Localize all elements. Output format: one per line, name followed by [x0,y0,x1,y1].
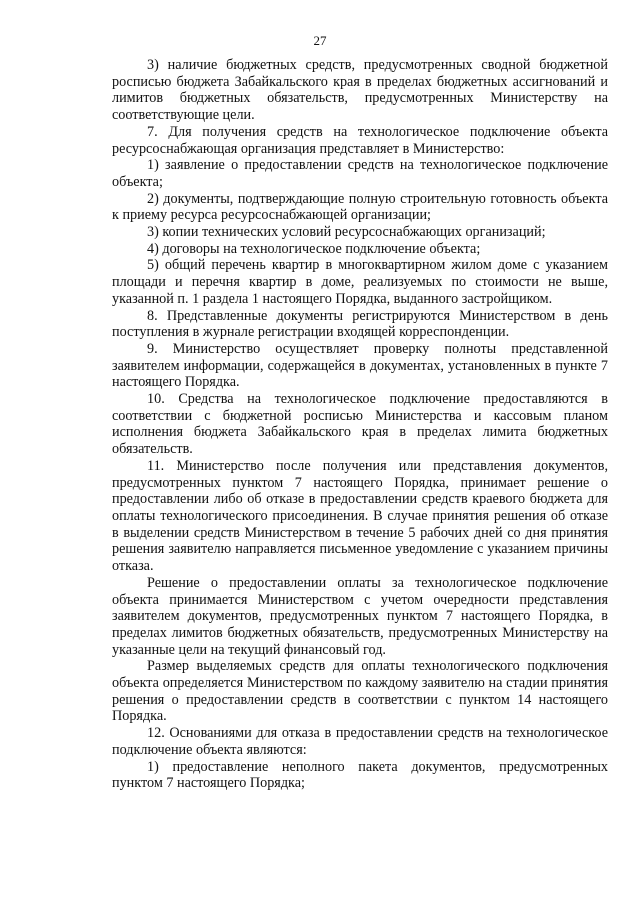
document-body [112,57,608,792]
paragraph-item-7-5: 5) общий перечень квартир в многоквартирном жилом доме с указанием площади и перечня квартир в доме, реализуемых по стоимости не выше, указанной п. 1 раздела 1 настоящего Порядка, выданного застройщиком. [112,257,608,307]
paragraph-item-7: 7. Для получения средств на технологическое подключение объекта ресурсоснабжающая организация представляет в Министерство: [112,123,608,157]
paragraph-item-12-1: 1) предоставление неполного пакета документов, предусмотренных пунктом 7 настоящего Порядка; [112,758,608,792]
paragraph-budget-availability: 3) наличие бюджетных средств, предусмотренных сводной бюджетной росписью бюджета Забайкальского края в пределах бюджетных ассигнований и лимитов бюджетных обязательств, предусмотренных Министерству на соответствующие цели. [112,57,608,124]
paragraph-item-7-1: 1) заявление о предоставлении средств на технологическое подключение объекта; [112,157,608,190]
paragraph-item-7-2: 2) документы, подтверждающие полную строительную готовность объекта к приему ресурса ресурсоснабжающей организации; [112,190,608,224]
paragraph-item-7-3: 3) копии технических условий ресурсоснабжающих организаций; [147,224,546,241]
paragraph-item-11: 11. Министерство после получения или представления документов, предусмотренных пунктом 7 настоящего Порядка, принимает решение о предоставлении либо об отказе в предоставлении средств краевого бюджета для оплаты технологического присоединения. В случае принятия решения об отказе в выделении средств Министерством в течение 5 рабочих дней со дня принятия решения заявителю направляется письменное уведомление с указанием причины отказа. [112,457,608,575]
paragraph-item-9: 9. Министерство осуществляет проверку полноты представленной заявителем информации, содержащейся в документах, установленных в пункте 7 настоящего Порядка. [112,340,608,391]
paragraph-item-7-4: 4) договоры на технологическое подключение объекта; [147,240,481,257]
page-number: 27 [313,33,327,48]
paragraph-item-8: 8. Представленные документы регистрируются Министерством в день поступления в журнале регистрации входящей корреспонденции. [112,307,608,341]
paragraph-item-10: 10. Средства на технологическое подключение предоставляются в соответствии с бюджетной росписью Министерства и кассовым планом исполнения бюджета Забайкальского края в пределах лимита бюджетных обязательств. [112,391,608,458]
paragraph-payment-decision: Решение о предоставлении оплаты за технологическое подключение объекта принимается Министерством с учетом очередности представления заявителем документов, предусмотренных пунктом 7 настоящего Порядка, в пределах лимитов бюджетных обязательств, предусмотренных Министерству на указанные цели на текущий финансовый год. [112,574,608,658]
paragraph-item-12: 12. Основаниями для отказа в предоставлении средств на технологическое подключение объекта являются: [112,725,608,758]
paragraph-funds-amount: Размер выделяемых средств для оплаты технологического подключения объекта определяется Министерством по каждому заявителю на стадии принятия решения о предоставлении средств в соответствии с пунктом 14 настоящего Порядка. [112,658,608,725]
